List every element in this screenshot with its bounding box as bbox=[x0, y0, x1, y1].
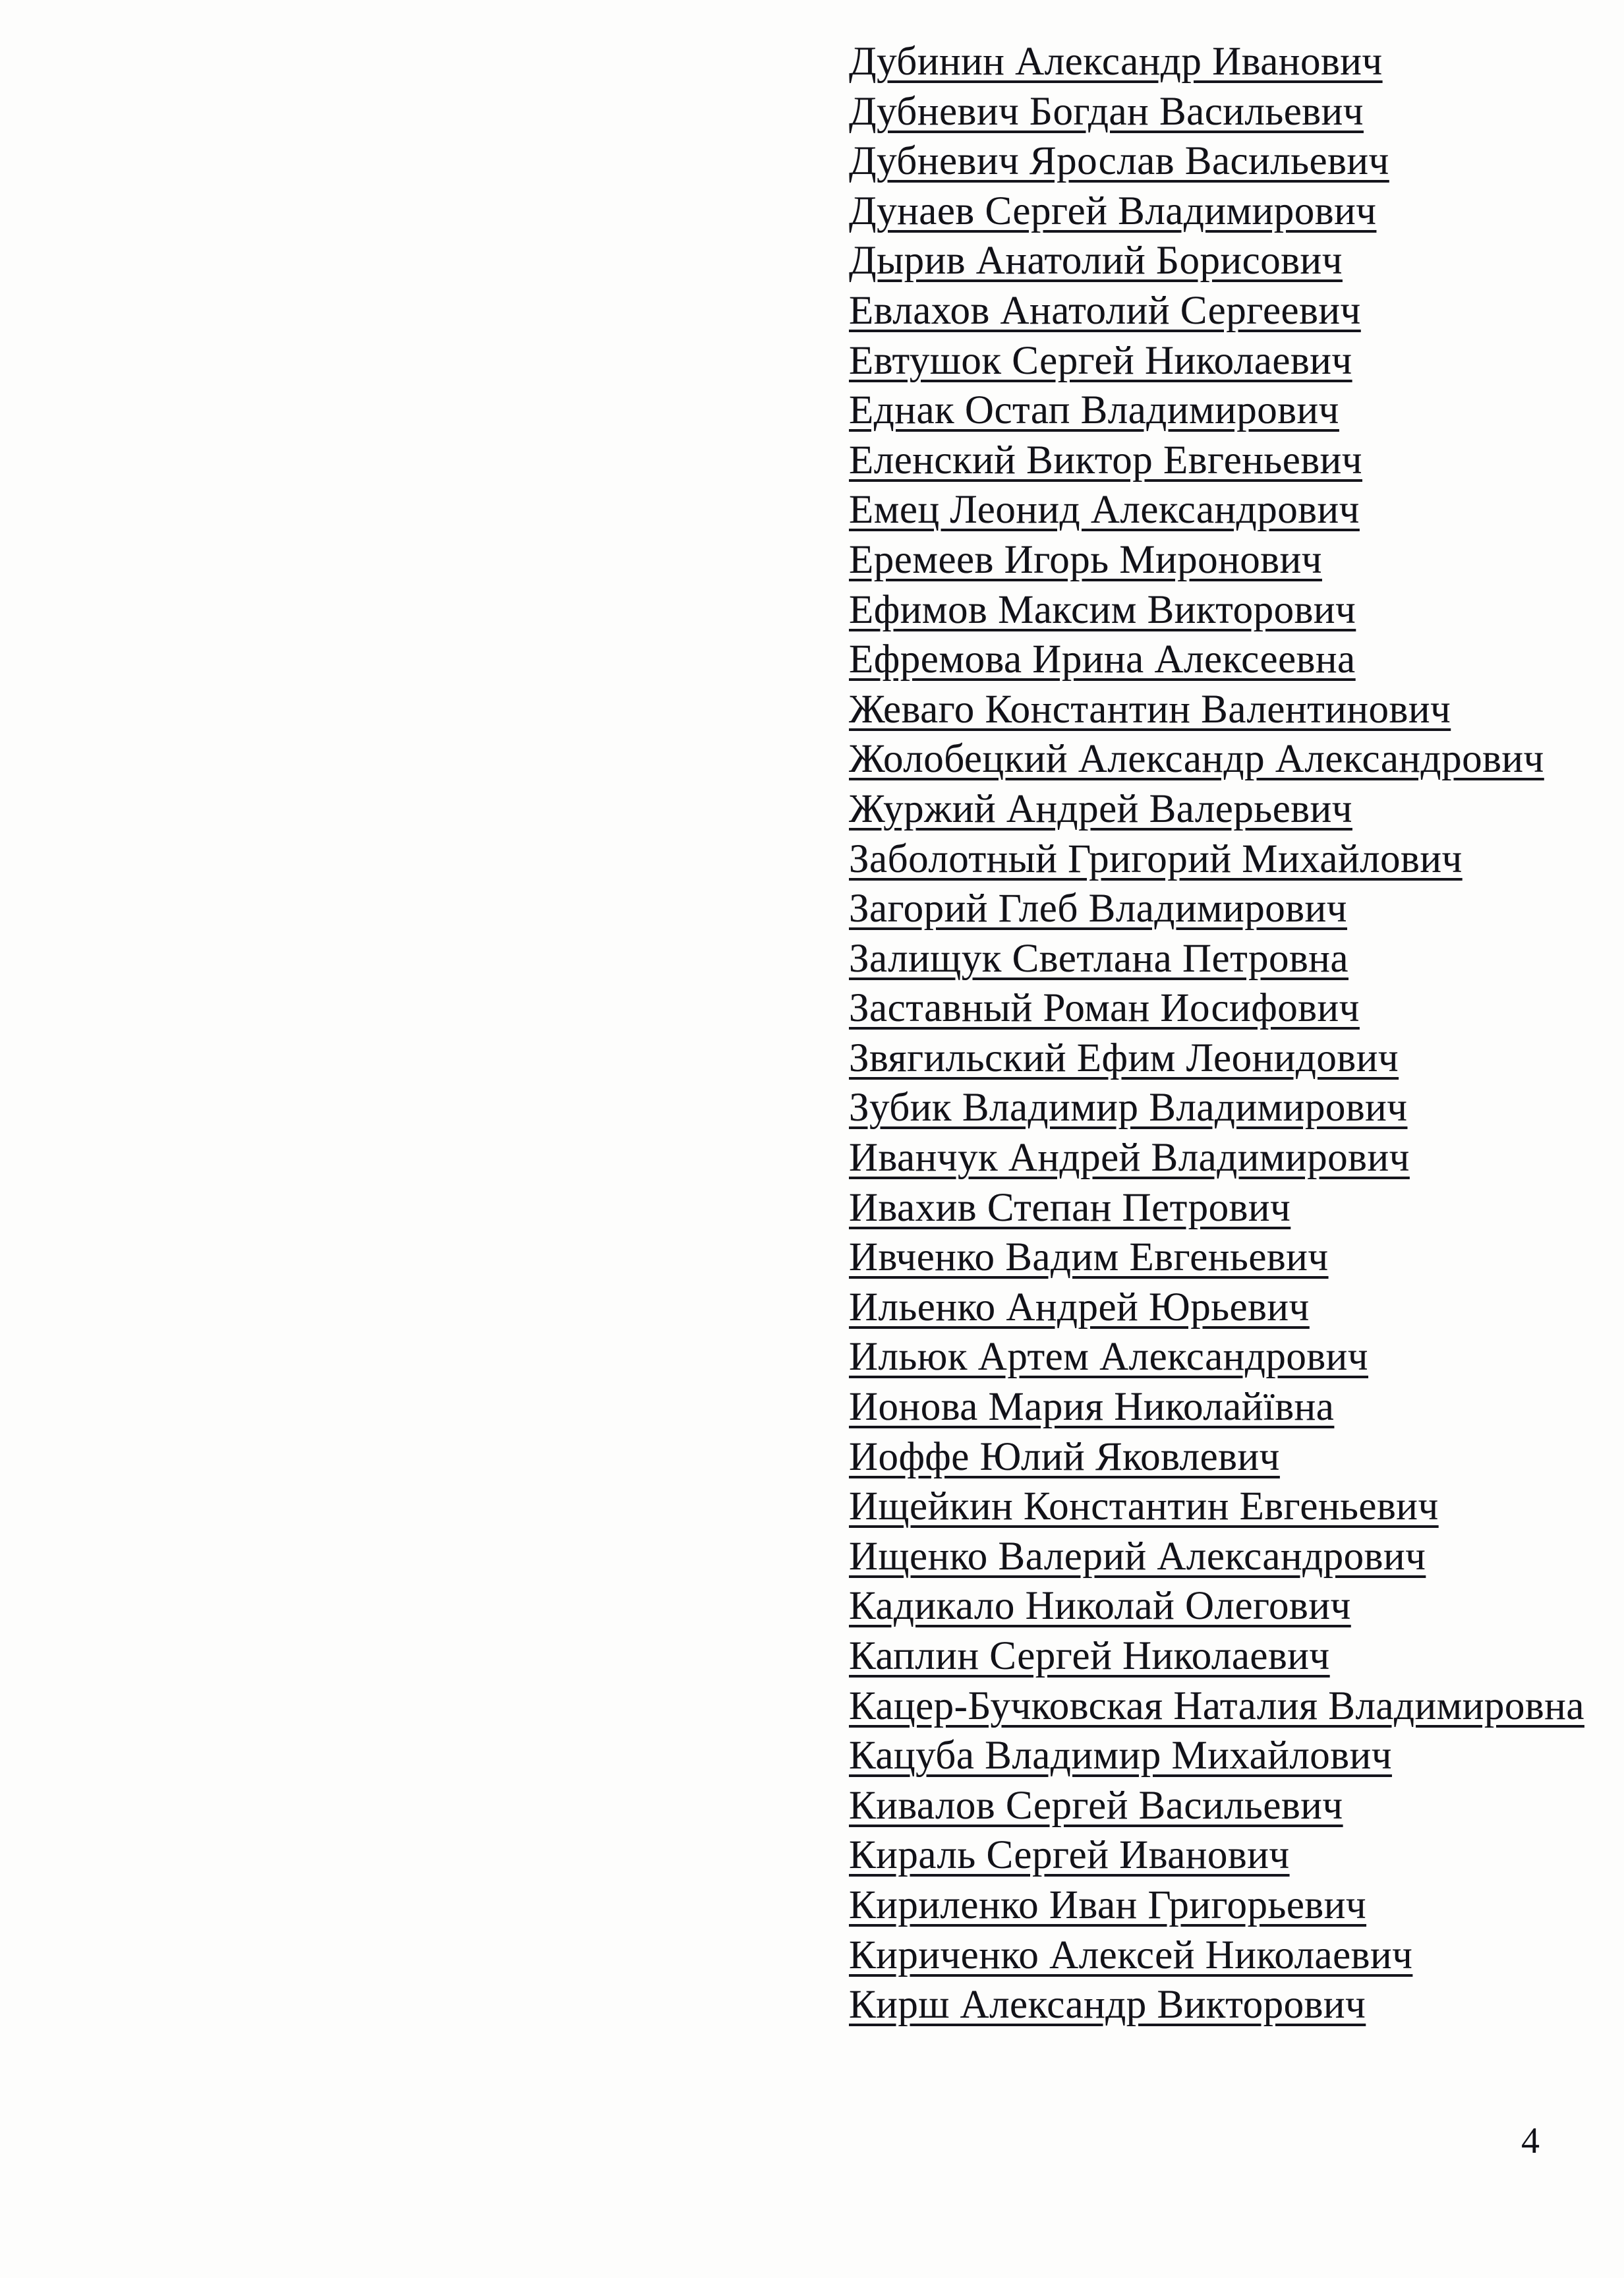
list-item-person-name: Еремеев Игорь Миронович bbox=[849, 537, 1322, 582]
list-item-person-name: Ильенко Андрей Юрьевич bbox=[849, 1285, 1310, 1329]
list-item-person-name: Дырив Анатолий Борисович bbox=[849, 239, 1343, 283]
list-item-person-name: Зубик Владимир Владимирович bbox=[849, 1086, 1408, 1130]
page-number: 4 bbox=[1521, 2120, 1540, 2161]
list-item-person-name: Кацер-Бучковская Наталия Владимировна bbox=[849, 1683, 1584, 1728]
list-item-person-name: Ефимов Максим Викторович bbox=[849, 587, 1356, 632]
list-item-person-name: Кираль Сергей Иванович bbox=[849, 1833, 1290, 1878]
list-item-person-name: Кирш Александр Викторович bbox=[849, 1983, 1366, 2028]
list-item-person-name: Кириченко Алексей Николаевич bbox=[849, 1933, 1413, 1977]
list-item-person-name: Ищейкин Константин Евгеньевич bbox=[849, 1484, 1439, 1529]
list-item-person-name: Иванчук Андрей Владимирович bbox=[849, 1136, 1410, 1181]
list-item-person-name: Ищенко Валерий Александрович bbox=[849, 1534, 1426, 1579]
list-item-person-name: Залищук Светлана Петровна bbox=[849, 936, 1348, 981]
list-item-person-name: Загорий Глеб Владимирович bbox=[849, 887, 1347, 931]
list-item-person-name: Кириленко Иван Григорьевич bbox=[849, 1883, 1367, 1927]
list-item-person-name: Дунаев Сергей Владимирович bbox=[849, 189, 1377, 233]
list-item-person-name: Кивалов Сергей Васильевич bbox=[849, 1783, 1343, 1828]
list-item-person-name: Дубинин Александр Иванович bbox=[849, 40, 1383, 84]
list-item-person-name: Евлахов Анатолий Сергеевич bbox=[849, 288, 1361, 333]
list-item-person-name: Емец Леонид Александрович bbox=[849, 488, 1360, 533]
list-item-person-name: Еленский Виктор Евгеньевич bbox=[849, 438, 1362, 482]
list-item-person-name: Кадикало Николай Олегович bbox=[849, 1584, 1351, 1629]
list-item-person-name: Еднак Остап Владимирович bbox=[849, 388, 1339, 433]
list-item-person-name: Звягильский Ефим Леонидович bbox=[849, 1036, 1399, 1080]
list-item-person-name: Заставный Роман Иосифович bbox=[849, 986, 1360, 1031]
list-item-person-name: Жеваго Константин Валентинович bbox=[849, 687, 1451, 732]
list-item-person-name: Жолобецкий Александр Александрович bbox=[849, 737, 1544, 782]
list-item-person-name: Ивченко Вадим Евгеньевич bbox=[849, 1235, 1329, 1280]
list-item-person-name: Евтушок Сергей Николаевич bbox=[849, 338, 1352, 383]
list-item-person-name: Ефремова Ирина Алексеевна bbox=[849, 637, 1356, 682]
list-item-person-name: Дубневич Богдан Васильевич bbox=[849, 89, 1364, 134]
list-item-person-name: Кацуба Владимир Михайлович bbox=[849, 1734, 1392, 1778]
list-item-person-name: Иоффе Юлий Яковлевич bbox=[849, 1434, 1280, 1479]
list-item-person-name: Каплин Сергей Николаевич bbox=[849, 1634, 1330, 1678]
list-item-person-name: Дубневич Ярослав Васильевич bbox=[849, 139, 1389, 184]
person-name-list bbox=[849, 37, 1584, 2030]
list-item-person-name: Заболотный Григорий Михайлович bbox=[849, 836, 1463, 881]
list-item-person-name: Ивахив Степан Петрович bbox=[849, 1185, 1291, 1230]
list-item-person-name: Журжий Андрей Валерьевич bbox=[849, 786, 1352, 831]
list-item-person-name: Ильюк Артем Александрович bbox=[849, 1335, 1368, 1380]
list-item-person-name: Ионова Мария Николайївна bbox=[849, 1385, 1335, 1430]
